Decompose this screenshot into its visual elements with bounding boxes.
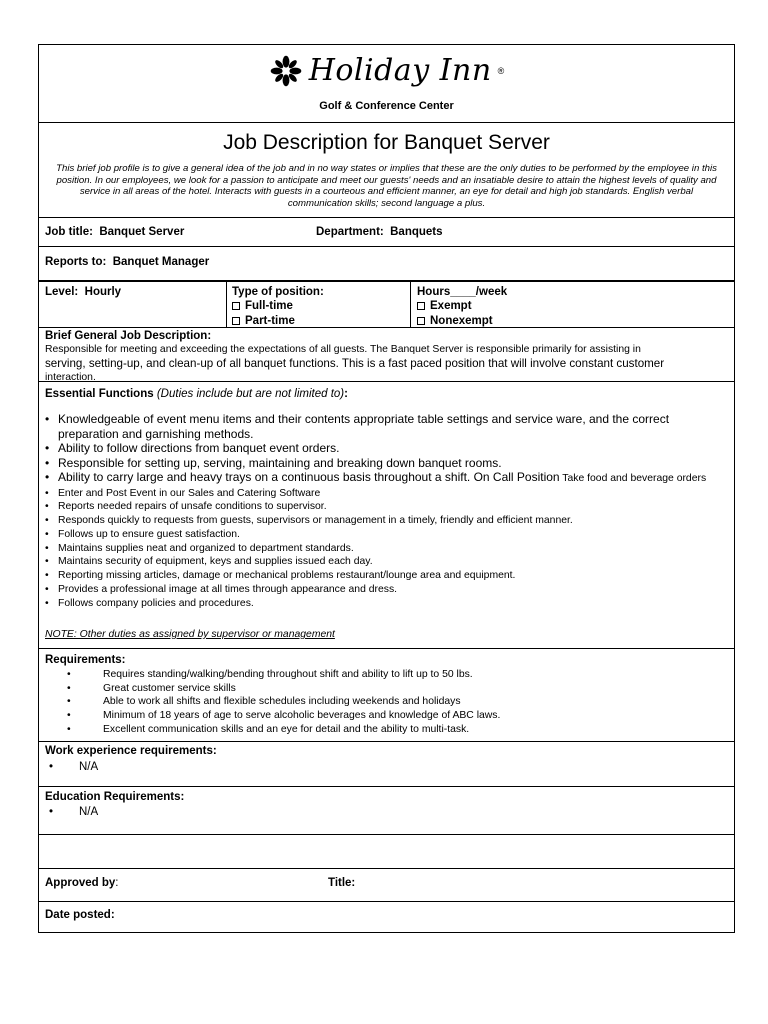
registered-mark: ® xyxy=(497,65,505,76)
brief-description-section xyxy=(39,328,734,382)
list-item: • Requires standing/walking/bending throughout shift and ability to lift up to 50 lbs. xyxy=(87,668,728,682)
education-item xyxy=(49,806,98,818)
holiday-inn-star-icon xyxy=(269,54,303,88)
list-item: • Follows up to ensure guest satisfaction. xyxy=(45,528,728,542)
department-field xyxy=(316,226,443,238)
reports-to-field xyxy=(45,256,209,268)
approved-by-field[interactable] xyxy=(45,877,119,889)
bullet-icon: • xyxy=(49,806,54,818)
job-title-label: Job title: xyxy=(45,226,93,238)
education-heading: Education Requirements: xyxy=(45,791,185,803)
job-title-row xyxy=(39,218,734,247)
essential-functions-colon: : xyxy=(344,388,348,400)
intro-paragraph: This brief job profile is to give a general idea of the job and in no way states or implies that these are the only duties to be performed by the employee in this position. In our employees, we look for a passion to anticipate and meet our guests' needs and an insatiable desire to attain the highest levels of quality and service in all areas of the hotel. Interacts with guests in a courteous and efficient manner, an eye for detail and high job standards. English verbal communication skills; second language a plus. xyxy=(56,163,717,209)
requirements-list xyxy=(87,668,728,737)
job-title-field xyxy=(45,226,184,238)
part-time-label: Part-time xyxy=(245,315,295,327)
list-item: • Knowledgeable of event menu items and their contents appropriate table settings and service ware, and the correct preparation and garnishing methods. xyxy=(45,412,728,441)
list-item: • Reporting missing articles, damage or mechanical problems restaurant/lounge area and equipment. xyxy=(45,569,728,583)
job-description-document xyxy=(38,44,735,933)
essential-functions-section xyxy=(39,382,734,649)
blank-row xyxy=(39,835,734,869)
venue-subtitle: Golf & Conference Center xyxy=(319,100,454,112)
work-experience-section xyxy=(39,742,734,787)
hours-label: Hours____/week xyxy=(417,286,508,298)
approved-by-label: Approved by xyxy=(45,877,116,889)
approved-by-colon: : xyxy=(115,877,119,889)
date-posted-field[interactable]: Date posted: xyxy=(45,909,115,921)
essential-functions-note: (Duties include but are not limited to) xyxy=(156,388,345,400)
type-of-position-label: Type of position: xyxy=(232,286,324,298)
date-posted-row xyxy=(39,902,734,934)
department-label: Department: xyxy=(316,226,384,238)
list-item: • Excellent communication skills and an eye for detail and the ability to multi-task. xyxy=(87,723,728,737)
essential-functions-heading xyxy=(45,388,348,400)
list-item: • Responds quickly to requests from guests, supervisors or management in a timely, friendly and efficient manner. xyxy=(45,514,728,528)
logo-wordmark: Holiday Inn xyxy=(308,53,492,88)
work-experience-value: N/A xyxy=(79,761,99,773)
position-details-row xyxy=(39,281,734,328)
column-divider xyxy=(226,282,227,327)
checkbox-icon[interactable] xyxy=(232,302,240,310)
list-item: • Able to work all shifts and flexible schedules including weekends and holidays xyxy=(87,695,728,709)
reports-to-label: Reports to: xyxy=(45,256,107,268)
full-time-option[interactable] xyxy=(232,300,293,312)
full-time-label: Full-time xyxy=(245,300,293,312)
level-label: Level: xyxy=(45,286,79,298)
nonexempt-label: Nonexempt xyxy=(430,315,493,327)
other-duties-note: NOTE: Other duties as assigned by supervisor or management xyxy=(45,629,335,640)
job-title-value: Banquet Server xyxy=(99,226,185,238)
part-time-option[interactable] xyxy=(232,315,295,327)
exempt-label: Exempt xyxy=(430,300,472,312)
department-value: Banquets xyxy=(390,226,443,238)
brief-description-heading: Brief General Job Description: xyxy=(45,330,212,342)
page-title: Job Description for Banquet Server xyxy=(223,131,550,154)
list-item: • Maintains supplies neat and organized to department standards. xyxy=(45,542,728,556)
reports-to-row xyxy=(39,247,734,281)
brief-description-line: Responsible for meeting and exceeding the expectations of all guests. The Banquet Server is responsible primarily for assisting in xyxy=(45,344,641,355)
list-item: • Follows company policies and procedures. xyxy=(45,597,728,611)
title-field[interactable]: Title: xyxy=(328,877,356,889)
level-field xyxy=(45,286,121,298)
list-item: • Minimum of 18 years of age to serve alcoholic beverages and knowledge of ABC laws. xyxy=(87,709,728,723)
list-item: • Enter and Post Event in our Sales and Catering Software xyxy=(45,487,728,501)
essential-functions-list xyxy=(45,412,728,611)
exempt-option[interactable] xyxy=(417,300,472,312)
bullet-icon: • xyxy=(49,761,54,773)
title-section xyxy=(39,123,734,218)
list-item: • Ability to follow directions from banquet event orders. xyxy=(45,441,728,456)
list-item: • Reports needed repairs of unsafe conditions to supervisor. xyxy=(45,500,728,514)
brief-description-line: interaction. xyxy=(45,372,96,383)
level-value: Hourly xyxy=(84,286,122,298)
list-item: • Maintains security of equipment, keys and supplies issued each day. xyxy=(45,555,728,569)
work-experience-heading: Work experience requirements: xyxy=(45,745,217,757)
essential-functions-title: Essential Functions xyxy=(45,388,154,400)
list-item xyxy=(45,470,728,487)
checkbox-icon[interactable] xyxy=(417,302,425,310)
checkbox-icon[interactable] xyxy=(417,317,425,325)
list-item: • Provides a professional image at all times through appearance and dress. xyxy=(45,583,728,597)
list-item-text-tail: Take food and beverage orders xyxy=(559,473,707,484)
list-item: • Responsible for setting up, serving, maintaining and breaking down banquet rooms. xyxy=(45,456,728,471)
requirements-heading: Requirements: xyxy=(45,654,126,666)
column-divider xyxy=(410,282,411,327)
list-item-text: Ability to carry large and heavy trays on a continuous basis throughout a shift. On Call Position xyxy=(58,470,560,484)
checkbox-icon[interactable] xyxy=(232,317,240,325)
education-section xyxy=(39,787,734,835)
header-section xyxy=(39,45,734,123)
approval-row xyxy=(39,869,734,902)
brief-description-line: serving, setting-up, and clean-up of all banquet functions. This is a fast paced position that will involve constant customer xyxy=(45,356,665,370)
brief-description-text xyxy=(45,343,728,385)
work-experience-item xyxy=(49,761,98,773)
list-item: • Great customer service skills xyxy=(87,682,728,696)
education-value: N/A xyxy=(79,806,99,818)
logo xyxy=(39,53,734,93)
requirements-section xyxy=(39,649,734,742)
nonexempt-option[interactable] xyxy=(417,315,493,327)
reports-to-value: Banquet Manager xyxy=(112,256,210,268)
